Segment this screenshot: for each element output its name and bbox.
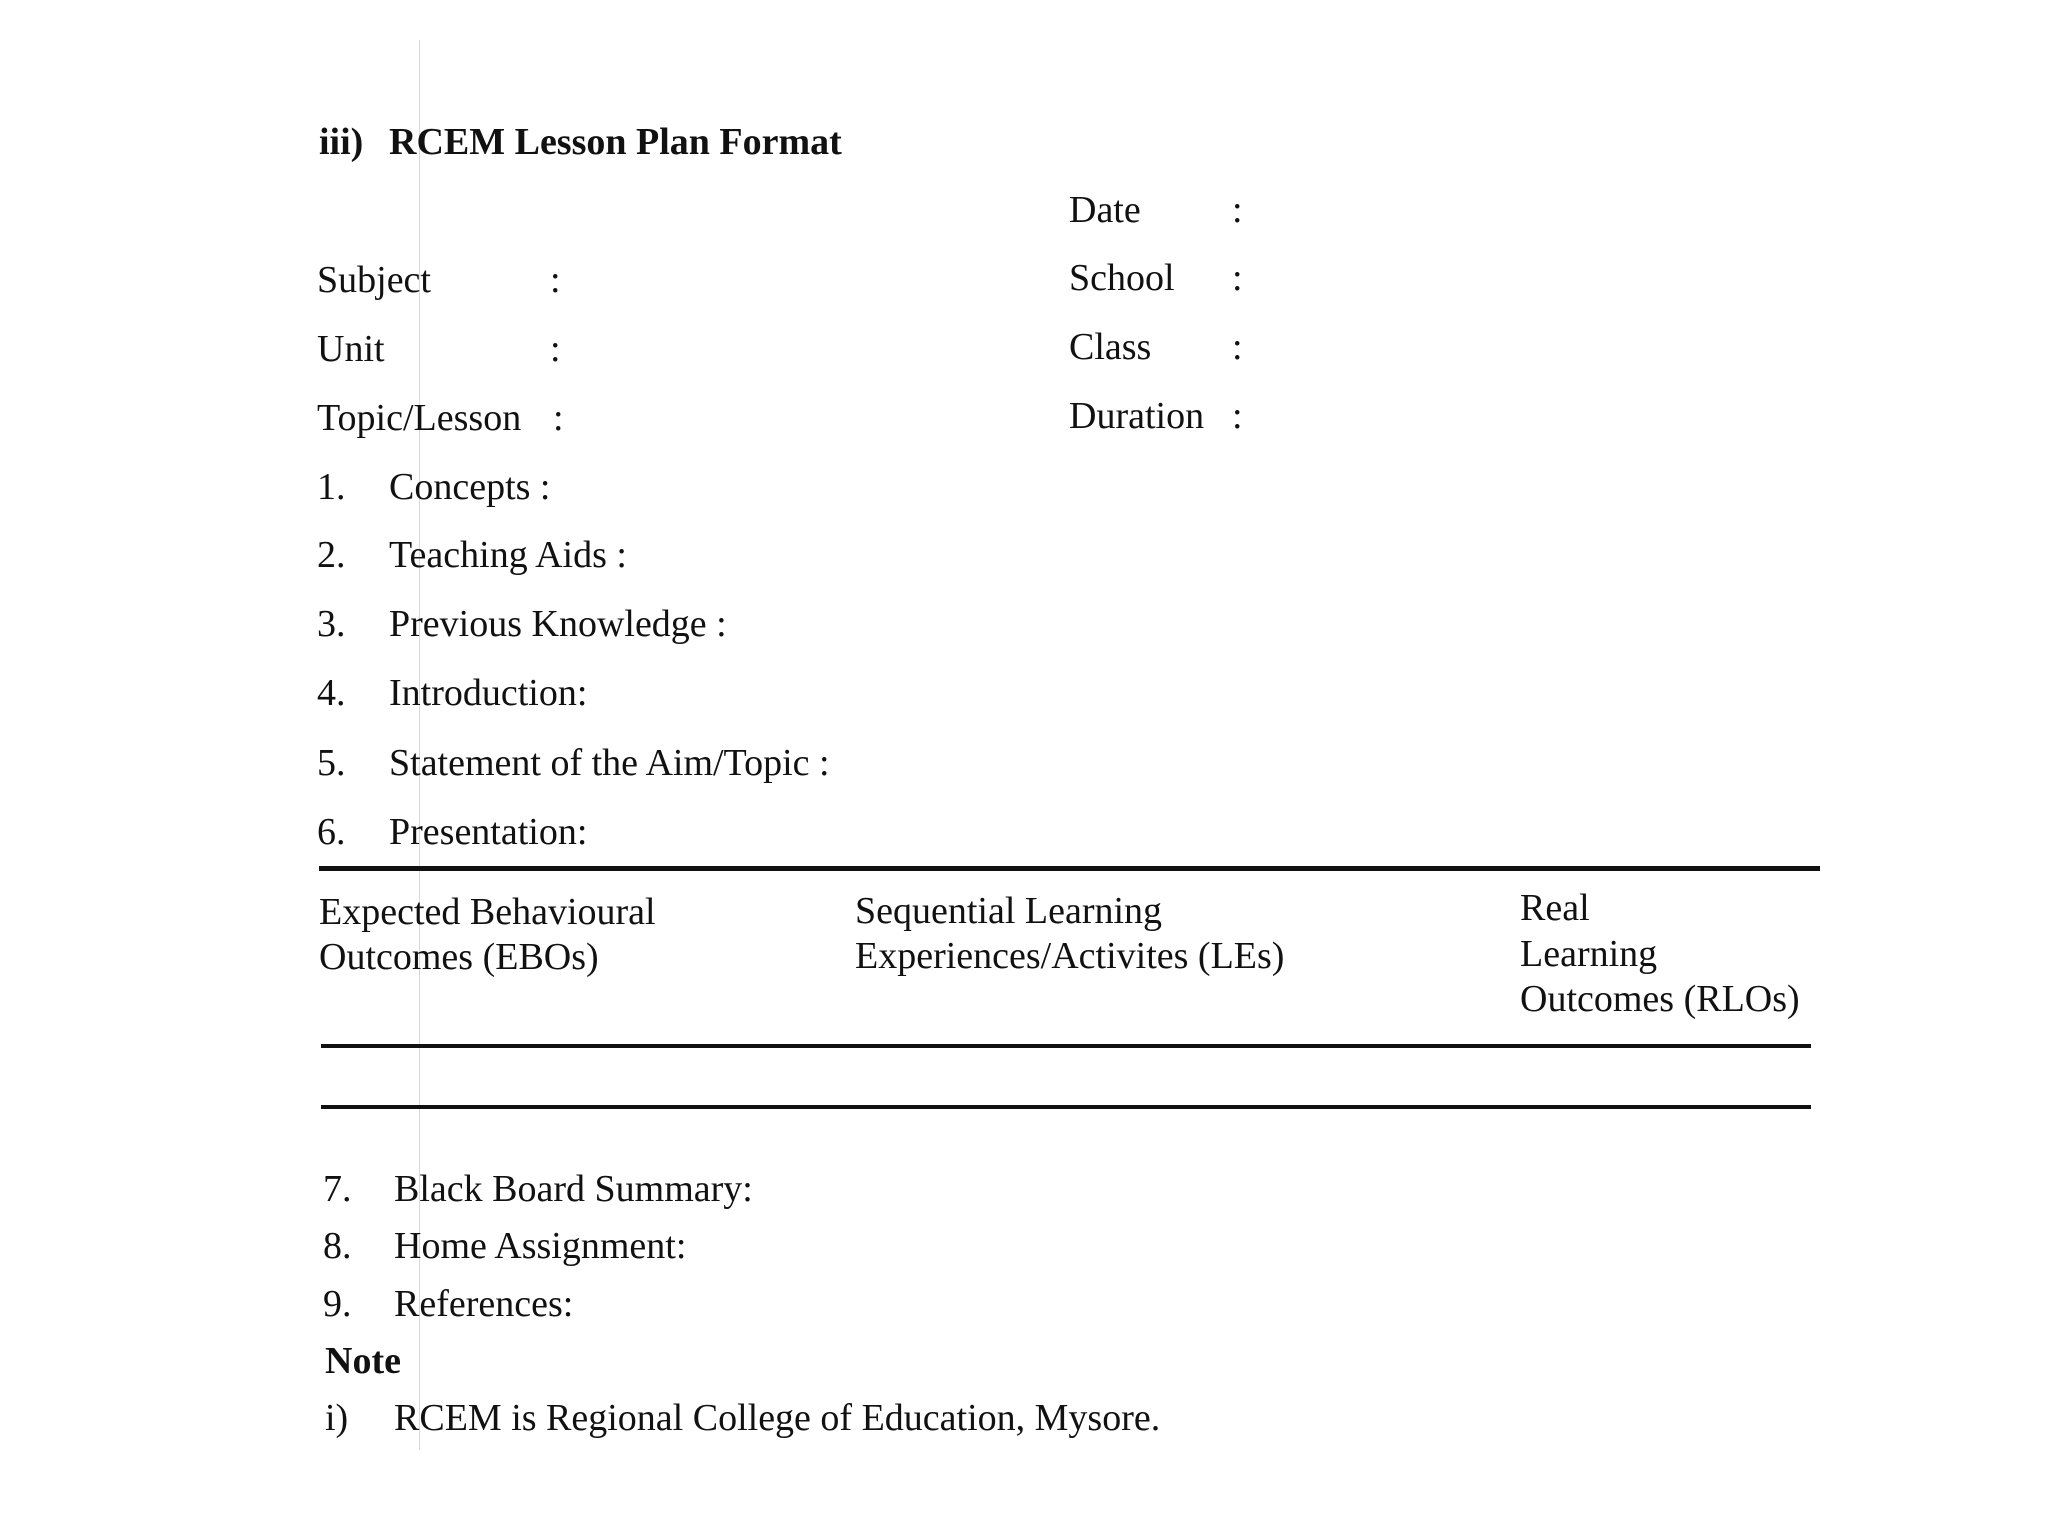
field-colon: :	[1232, 395, 1243, 437]
column-header-line: Learning	[1520, 933, 1658, 975]
step-number: 8.	[323, 1225, 352, 1267]
step-text: Home Assignment:	[394, 1225, 687, 1267]
column-header-line: Real	[1520, 887, 1590, 929]
step-text: References:	[394, 1283, 574, 1325]
step-text: Teaching Aids :	[389, 534, 627, 576]
step-number: 4.	[317, 672, 346, 714]
field-colon: :	[1232, 189, 1243, 231]
step-number: 7.	[323, 1168, 352, 1210]
step-text: Concepts :	[389, 466, 551, 508]
column-header-line: Outcomes (EBOs)	[319, 936, 599, 978]
column-header-line: Experiences/Activites (LEs)	[855, 935, 1285, 977]
column-header-line: Expected Behavioural	[319, 891, 656, 933]
note-text: RCEM is Regional College of Education, Mysore.	[394, 1397, 1161, 1439]
field-label: Topic/Lesson	[317, 397, 522, 439]
step-text: Black Board Summary:	[394, 1168, 753, 1210]
step-text: Previous Knowledge :	[389, 603, 727, 645]
title-text: RCEM Lesson Plan Format	[389, 121, 842, 163]
field-colon: :	[1232, 326, 1243, 368]
field-colon: :	[550, 259, 561, 301]
step-number: 1.	[317, 466, 346, 508]
table-bottom-rule	[321, 1105, 1811, 1109]
column-header-line: Outcomes (RLOs)	[1520, 978, 1800, 1020]
step-text: Statement of the Aim/Topic :	[389, 742, 830, 784]
step-number: 5.	[317, 742, 346, 784]
title-number: iii)	[319, 121, 364, 163]
field-colon: :	[1232, 257, 1243, 299]
column-header-line: Sequential Learning	[855, 890, 1163, 932]
field-label: Subject	[317, 259, 431, 301]
field-label: Unit	[317, 328, 385, 370]
step-number: 3.	[317, 603, 346, 645]
note-number: i)	[325, 1397, 349, 1439]
field-label: Date	[1069, 189, 1141, 231]
field-label: Class	[1069, 326, 1152, 368]
table-header-rule	[321, 1044, 1811, 1048]
step-text: Presentation:	[389, 811, 588, 853]
field-label: School	[1069, 257, 1175, 299]
table-top-rule	[319, 866, 1820, 871]
step-number: 9.	[323, 1283, 352, 1325]
field-colon: :	[550, 328, 561, 370]
step-number: 6.	[317, 811, 346, 853]
step-text: Introduction:	[389, 672, 588, 714]
note-heading: Note	[325, 1340, 401, 1382]
step-number: 2.	[317, 534, 346, 576]
field-label: Duration	[1069, 395, 1205, 437]
field-colon: :	[553, 397, 564, 439]
